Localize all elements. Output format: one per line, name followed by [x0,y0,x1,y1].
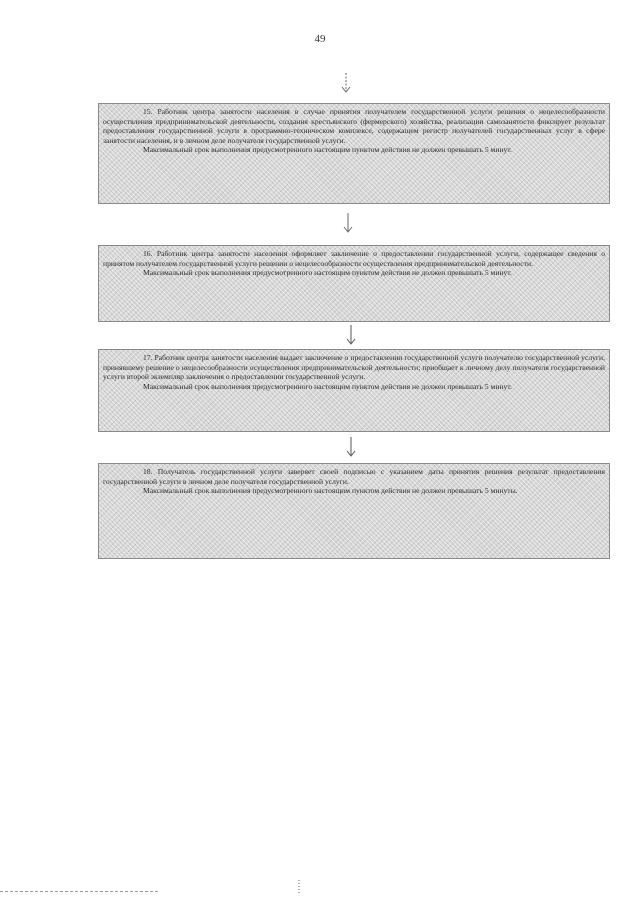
scan-artifact-line [0,891,160,892]
flow-arrow-down-icon [344,324,358,346]
step-17-box [98,349,610,432]
flow-arrow-down-icon [341,212,355,234]
step-15-time-limit: Максимальный срок выполнения предусмотренного настоящим пунктом действия не должен превышать 5 минут. [143,145,512,155]
step-16-time-limit: Максимальный срок выполнения предусмотренного настоящим пунктом действия не должен превышать 5 минут. [143,268,512,278]
step-18-box [98,463,610,559]
step-17-time-limit: Максимальный срок выполнения предусмотренного настоящим пунктом действия не должен превышать 5 минут. [143,381,512,391]
step-15-text: 15. Работник центра занятости населения в случае принятия получателем государственной услуги решения о нецелесообразности осуществления предпринимательской деятельности, создания крестьянского (фермерского) хозяйства, реализации самозанятости фиксирует результат предоставления государственной услуги в программно-техническом комплексе, содержащем регистр получателей государственных услуг в сфере занятости населения, и в личном деле получателя государственной услуги. [103,107,605,145]
flow-arrow-down-icon [344,436,358,458]
scan-artifact-dots [298,880,300,894]
step-15-box [98,103,610,204]
step-18-time-limit: Максимальный срок выполнения предусмотренного настоящим пунктом действия не должен превышать 5 минуты. [143,486,518,496]
step-16-box [98,245,610,322]
page-number: 49 [314,33,326,45]
step-18-text: 18. Получатель государственной услуги заверяет своей подписью с указанием даты принятия решения результат предоставления государственной услуги в личном деле получателя государственной услуги. [103,467,605,486]
step-16-text: 16. Работник центра занятости населения оформляет заключение о предоставлении государственной услуги, содержащее сведения о принятом получателем государственной услуги решении о нецелесообразности осуществления предпринимательской деятельности. [103,249,605,268]
step-17-text: 17. Работник центра занятости населения выдает заключение о предоставлении государственной услуги получателю государственной услуги, принявшему решение о нецелесообразности осуществления предпринимательской деятельности; приобщает к личному делу получателя государственной услуги второй экземпляр заключения о предоставлении государственной услуги. [103,353,605,382]
flow-arrow-down-icon [339,72,353,94]
